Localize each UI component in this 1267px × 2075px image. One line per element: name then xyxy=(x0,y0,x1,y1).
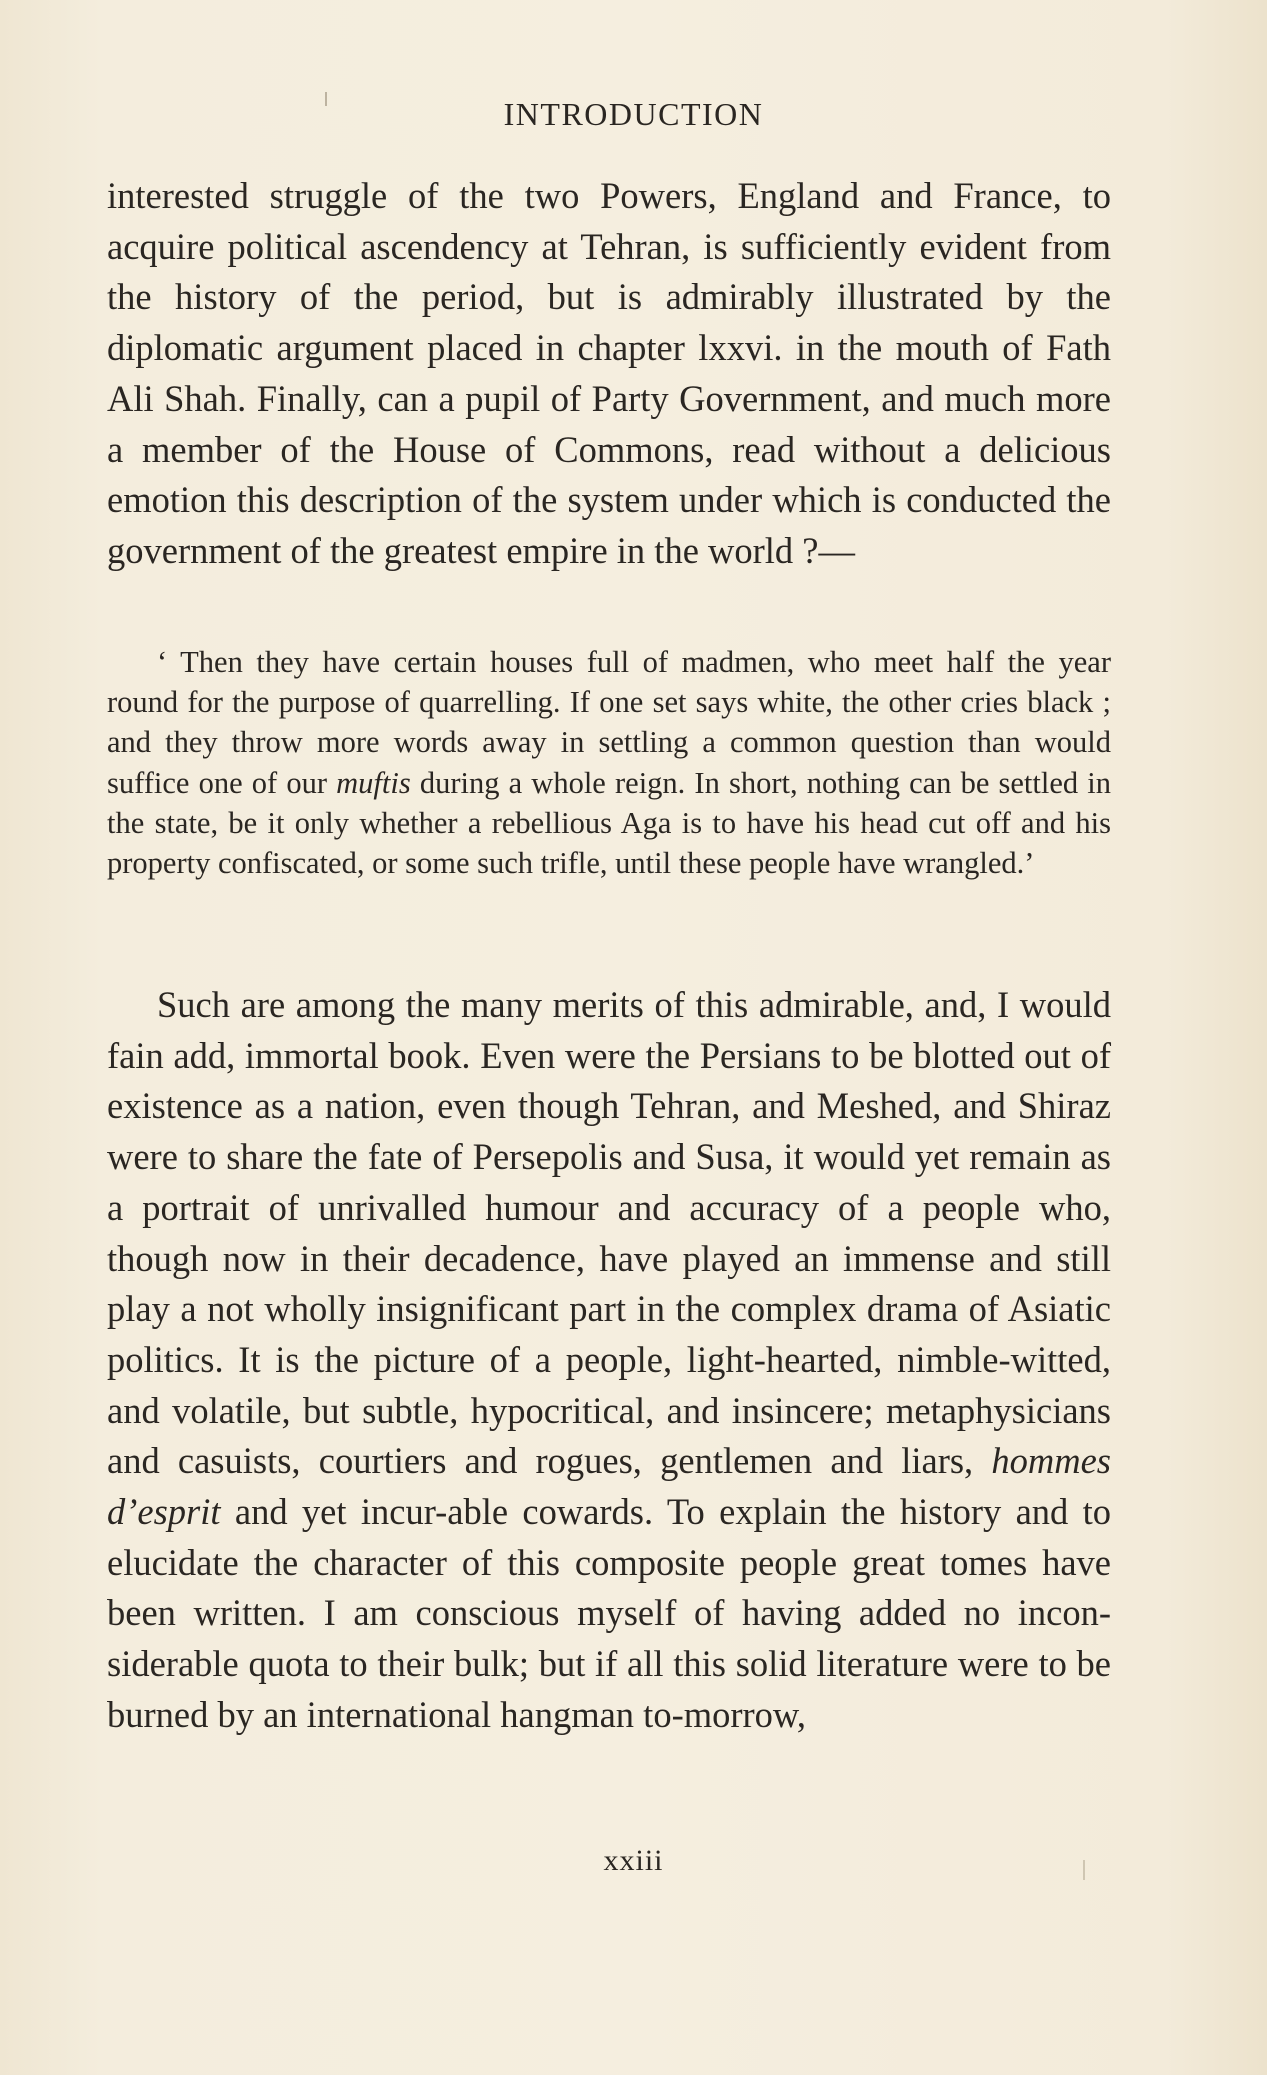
paragraph-2-text-1: Such are among the many merits of this admirable, and, I would fain add, immortal book. Even were the Persians to be blotted out of existence as a nation, even though Tehran, and Meshed, and Shiraz were to share the fate of Persepolis and Susa, it would yet remain as a portrait of unrivalled humour and accuracy of a people who, though now in their decadence, have played an immense and still play a not wholly insignificant part in the complex drama of Asiatic politics. It is the picture of a people, light-hearted, nimble-witted, and volatile, but subtle, hypocritical, and insincere; metaphysicians and casuists, courtiers and rogues, gentlemen and liars, xyxy=(107,984,1111,1482)
paragraph-2-text-2: and yet incur-able cowards. To explain the history and to elucidate the character of this composite people great tomes have been written. I am conscious myself of having added no incon-siderable quota to their bulk; but if all this solid literature were to be burned by an international hangman to-morrow, xyxy=(107,1491,1111,1735)
page-number: xxiii xyxy=(603,1844,664,1877)
paragraph-1-block xyxy=(107,171,1111,577)
paragraph-2-block xyxy=(107,980,1111,1741)
running-head: INTRODUCTION xyxy=(503,96,764,132)
quote-text-1: ‘ Then they have certain houses full of madmen, who meet half the year round for the purpose of quarrelling. If one set says white, the other cries black ; and they throw more words away in settling a common question than would suffice one of our xyxy=(107,645,1111,800)
block-quote xyxy=(107,642,1111,883)
paragraph-2 xyxy=(107,980,1111,1741)
paragraph-1: interested struggle of the two Powers, England and France, to acquire political ascendency at Tehran, is sufficiently evident from the history of the period, but is admirably illustrated by the diplomatic argument placed in chapter lxxvi. in the mouth of Fath Ali Shah. Finally, can a pupil of Party Government, and much more a member of the House of Commons, read without a delicious emotion this description of the system under which is conducted the government of the greatest empire in the world ?— xyxy=(107,175,1111,571)
quote-italic-term: muftis xyxy=(336,765,411,800)
paragraph-2-italic-term: hommes d’esprit xyxy=(107,1440,1111,1533)
quote-block xyxy=(107,642,1111,883)
quote-text-2: during a whole reign. In short, nothing can be settled in the state, be it only whether a rebellious Aga is to have his head cut off and his property confiscated, or some such trifle, until these people have wrangled.’ xyxy=(107,765,1111,881)
